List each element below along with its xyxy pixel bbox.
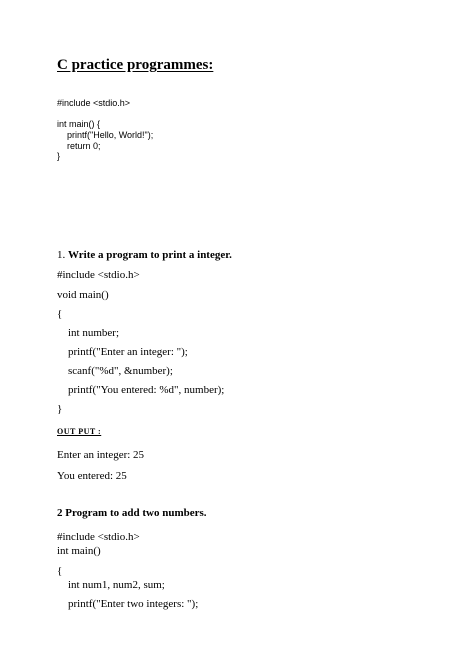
intro-code-line-2: int main() { — [57, 119, 101, 129]
program2-heading: 2 Program to add two numbers. — [57, 507, 207, 519]
program1-output-line-1: Enter an integer: 25 — [57, 449, 145, 461]
program1-output-line-2: You entered: 25 — [57, 470, 127, 482]
program1-code-line-6: scanf("%d", &number); — [68, 365, 173, 377]
intro-code-line-4: return 0; — [67, 141, 101, 151]
program1-code-line-5: printf("Enter an integer: "); — [68, 346, 188, 358]
program2-code-line-3: { — [57, 565, 63, 577]
program1-number: 1. — [57, 249, 66, 261]
program1-code-line-4: int number; — [68, 327, 120, 339]
program1-code-line-8: } — [57, 403, 63, 415]
program1-heading — [57, 250, 232, 261]
program1-code-line-7: printf("You entered: %d", number); — [68, 384, 225, 396]
program2-code-line-2: int main() — [57, 545, 101, 557]
intro-code-line-1: #include <stdio.h> — [57, 98, 131, 108]
intro-code-line-3: printf("Hello, World!"); — [67, 130, 154, 140]
program2-code-line-4: int num1, num2, sum; — [68, 579, 165, 591]
program1-code-line-3: { — [57, 308, 63, 320]
program1-title: Write a program to print a integer. — [68, 249, 232, 261]
page-title: C practice programmes: — [57, 57, 214, 73]
program1-code-line-1: #include <stdio.h> — [57, 269, 140, 281]
program2-code-line-5: printf("Enter two integers: "); — [68, 598, 199, 610]
program2-code-line-1: #include <stdio.h> — [57, 531, 140, 543]
program1-code-line-2: void main() — [57, 289, 109, 301]
intro-code-line-5: } — [57, 151, 61, 161]
program1-output-label: OUT PUT : — [57, 427, 102, 436]
